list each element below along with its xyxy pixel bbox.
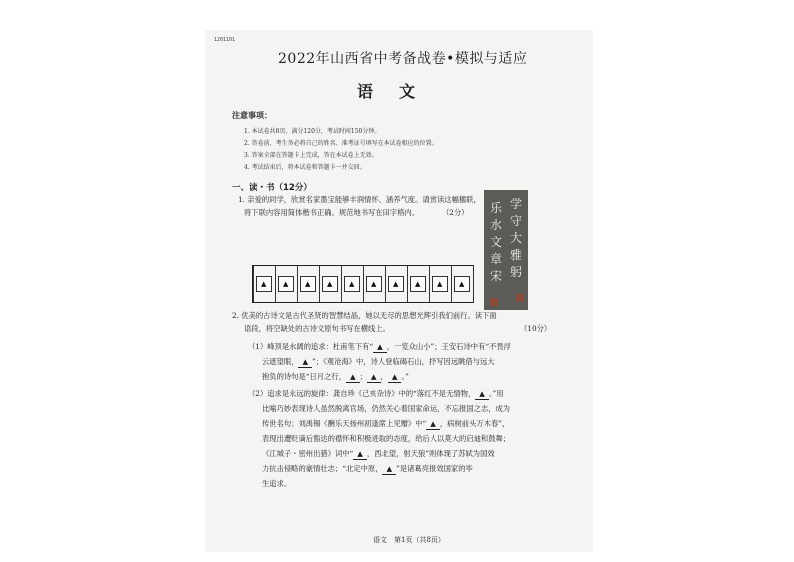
grid-cell[interactable] <box>388 276 404 292</box>
answer-blank[interactable]: ▲ <box>298 357 312 368</box>
seal-stamp <box>490 298 498 306</box>
grid-cell-mark: ▲ <box>393 280 399 288</box>
notice-item: 1. 本试卷共8页，满分120分，考试时间150分钟。 <box>244 128 381 135</box>
grid-divider <box>319 266 320 302</box>
couplet-right-column: 学守大雅躬 <box>509 197 522 279</box>
question-1-score: （2分） <box>442 208 469 217</box>
question-2-part-2: 表现出遭贬谪后豁达的襟怀和积极进取的态度，给后人以莫大的启迪和鼓舞； <box>262 434 511 443</box>
question-2-part-2: （2）追求是永远的旋律：龚自珍《己亥杂诗》中的“落红不是无情物， ▲ 。”用 <box>248 389 504 398</box>
grid-cell-mark: ▲ <box>371 280 377 288</box>
question-1-line: 将下联内容用简体楷书正确、规范地书写在田字格内。 <box>244 208 420 217</box>
answer-blank[interactable]: ▲ <box>426 419 440 430</box>
exam-code: 1201101 <box>214 37 236 43</box>
grid-divider <box>407 266 408 302</box>
grid-cell[interactable] <box>432 276 448 292</box>
grid-cell[interactable] <box>454 276 470 292</box>
question-2-part-1: 云遮望眼， ▲ ”；《观沧海》中，诗人登临碣石山，抒写因远眺借与远大 <box>262 357 495 366</box>
question-2-part-2: 《江城子・密州出猎》词中“ ▲ ，西北望，射天狼”则体现了苏轼为国效 <box>262 449 495 458</box>
seal-stamp <box>516 294 524 302</box>
grid-cell-mark: ▲ <box>459 280 465 288</box>
grid-cell-mark: ▲ <box>415 280 421 288</box>
notice-item: 3. 答案全部在答题卡上完成，答在本试卷上无效。 <box>244 152 378 159</box>
section-heading: 一、读・书（12分） <box>232 183 312 193</box>
subject-heading: 语文 <box>357 82 442 101</box>
answer-blank[interactable]: ▲ <box>367 372 381 383</box>
answer-blank[interactable]: ▲ <box>353 449 367 460</box>
answer-blank[interactable]: ▲ <box>346 372 360 383</box>
grid-divider <box>363 266 364 302</box>
question-2-line: 语段，将空缺处的古诗文原句书写在横线上。 <box>244 324 390 333</box>
notice-heading: 注意事项： <box>232 111 272 120</box>
grid-cell-mark: ▲ <box>261 280 267 288</box>
grid-cell[interactable] <box>278 276 294 292</box>
question-2-part-2: 力抗击侵略的豪情壮志；“北定中原， ▲ ”是诸葛亮报效国家的毕 <box>262 464 473 473</box>
question-2-part-2: 传世名句；刘禹锡《酬乐天扬州初逢席上见赠》中“ ▲ ，病树前头万木春”， <box>262 419 510 428</box>
notice-item: 2. 答卷前，考生务必将自己的姓名、准考证号填写在本试卷相应的位置。 <box>244 140 438 147</box>
grid-cell-mark: ▲ <box>349 280 355 288</box>
grid-divider <box>297 266 298 302</box>
question-2-part-1: （1）峰顶是水阔的追求：杜甫笔下有“ ▲ ，一览众山小”；王安石诗中有“不畏浮 <box>248 342 511 351</box>
notice-item: 4. 考试结束后，将本试卷和答题卡一并交回。 <box>244 164 366 171</box>
question-2-part-1: 抱负的诗句是“日月之行， ▲ ； ▲ ， ▲ 。” <box>262 372 409 381</box>
page-footer: 语文 第1页（共8页） <box>373 536 445 544</box>
exam-title: 2022年山西省中考备战卷•模拟与适应 <box>278 51 528 67</box>
answer-blank[interactable]: ▲ <box>382 464 396 475</box>
grid-cell-mark: ▲ <box>283 280 289 288</box>
grid-cell[interactable] <box>256 276 272 292</box>
grid-divider <box>341 266 342 302</box>
question-2-part-2: 比喻巧妙表现诗人虽然脱离官场，仍然关心着国家命运，不忘报国之志，成为 <box>262 404 511 413</box>
answer-blank[interactable]: ▲ <box>388 372 402 383</box>
grid-divider <box>385 266 386 302</box>
grid-cell-mark: ▲ <box>437 280 443 288</box>
grid-divider <box>451 266 452 302</box>
grid-cell[interactable] <box>322 276 338 292</box>
grid-cell[interactable] <box>410 276 426 292</box>
grid-cell[interactable] <box>366 276 382 292</box>
grid-cell-mark: ▲ <box>327 280 333 288</box>
question-1-line: 1. 亲爱的同学，欣赏名家墨宝能够丰润情怀、涵养气度。请赏读这幅楹联， <box>238 195 481 204</box>
question-2-line: 2. 优美的古诗文是古代圣贤的智慧结晶，她以无尽的思想光辉引我们前行。读下面 <box>232 311 497 320</box>
couplet-left-column: 乐水文章宋 <box>489 201 502 283</box>
answer-blank[interactable]: ▲ <box>373 342 387 353</box>
grid-divider <box>473 266 474 302</box>
grid-divider <box>429 266 430 302</box>
question-2-score: （10分） <box>520 324 552 333</box>
grid-cell[interactable] <box>344 276 360 292</box>
grid-divider <box>253 266 254 302</box>
grid-cell[interactable] <box>300 276 316 292</box>
grid-cell-mark: ▲ <box>305 280 311 288</box>
answer-blank[interactable]: ▲ <box>475 389 489 400</box>
writing-grid[interactable] <box>252 265 474 303</box>
grid-divider <box>275 266 276 302</box>
calligraphy-couplet-image <box>484 190 528 310</box>
question-2-part-2: 生追求。 <box>262 479 292 488</box>
